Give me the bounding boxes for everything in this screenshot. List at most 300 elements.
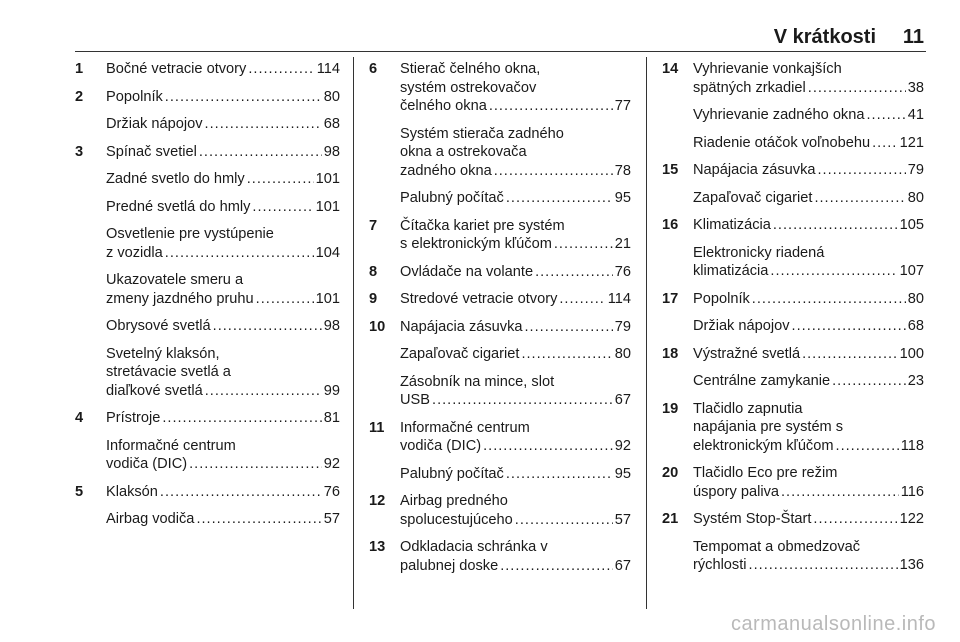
entry-label: Zadné svetlo do hmly — [106, 171, 245, 187]
dot-leader — [162, 409, 321, 428]
entry-last-line — [693, 216, 924, 235]
dot-leader — [213, 317, 322, 336]
item-number — [75, 510, 106, 529]
item-number — [662, 189, 693, 208]
entry-label: Tlačidlo Eco pre režim — [693, 465, 838, 481]
page-reference: 67 — [614, 392, 631, 408]
index-entry[interactable] — [75, 60, 340, 79]
page-reference: 38 — [907, 79, 924, 96]
entry-last-line — [106, 382, 340, 401]
page-reference: 105 — [899, 217, 924, 233]
entry-label: Palubný počítač — [400, 465, 504, 482]
entry-last-line — [106, 290, 340, 309]
entry-text — [693, 189, 924, 208]
entry-label: Popolník — [106, 88, 163, 105]
entry-last-line — [693, 372, 924, 391]
entry-label: Zásobník na mince, slot — [400, 373, 555, 390]
entry-last-line — [693, 510, 924, 529]
entry-label: Vyhrievanie zadného okna — [693, 107, 865, 123]
index-entry[interactable] — [369, 419, 631, 456]
entry-label: Palubný počítač — [400, 190, 504, 206]
index-entry[interactable] — [662, 244, 924, 281]
entry-label: Svetelný klaksón, — [106, 345, 220, 362]
entry-text — [400, 373, 631, 410]
index-entry[interactable] — [662, 372, 924, 391]
index-entry[interactable] — [369, 290, 631, 309]
entry-label: Obrysové svetlá — [106, 318, 211, 334]
item-number — [662, 244, 693, 281]
page-reference: 80 — [323, 88, 340, 105]
page-reference: 101 — [315, 171, 340, 187]
dot-leader — [808, 79, 906, 98]
page-reference: 23 — [907, 373, 924, 389]
index-entry[interactable] — [369, 125, 631, 181]
entry-text — [693, 161, 924, 180]
item-number: 12 — [369, 493, 386, 509]
entry-last-line — [106, 244, 340, 263]
dot-leader — [165, 88, 322, 107]
page-reference: 79 — [614, 318, 631, 335]
page-reference: 68 — [907, 318, 924, 334]
entry-label: Držiak nápojov — [106, 116, 203, 132]
item-number — [75, 170, 106, 189]
index-entry[interactable] — [662, 161, 924, 180]
item-number — [662, 372, 693, 391]
entry-last-line — [693, 556, 924, 575]
entry-last-line — [106, 115, 340, 134]
index-entry[interactable] — [75, 345, 340, 401]
dot-leader — [554, 235, 613, 254]
index-column-3 — [662, 60, 924, 584]
entry-label: úspory paliva — [693, 483, 779, 500]
dot-leader — [248, 60, 314, 79]
entry-last-line — [693, 290, 924, 309]
index-entry[interactable] — [662, 106, 924, 125]
page-reference: 80 — [907, 189, 924, 206]
dot-leader — [483, 437, 613, 456]
entry-last-line — [400, 465, 631, 484]
entry-label: Systém Stop-Štart — [693, 511, 812, 527]
entry-text — [693, 400, 924, 456]
dot-leader — [521, 345, 612, 364]
index-entry[interactable] — [662, 345, 924, 364]
index-entry[interactable] — [662, 510, 924, 529]
page-reference: 118 — [900, 437, 924, 454]
entry-label: Airbag predného — [400, 493, 508, 509]
item-number — [369, 373, 400, 410]
index-entry[interactable] — [662, 134, 924, 153]
page-reference: 101 — [315, 290, 340, 307]
column-divider — [353, 57, 354, 609]
page-reference: 77 — [614, 98, 631, 114]
entry-label: Klimatizácia — [693, 217, 771, 233]
entry-label: okna a ostrekovača — [400, 144, 527, 160]
item-number: 2 — [75, 88, 84, 105]
dot-leader — [814, 189, 905, 208]
entry-label: Systém stierača zadného — [400, 125, 564, 142]
dot-leader — [205, 115, 322, 134]
entry-text — [693, 290, 924, 309]
entry-label: Prístroje — [106, 410, 161, 426]
page-reference: 99 — [323, 382, 340, 399]
entry-text — [106, 317, 340, 336]
item-number: 4 — [75, 410, 84, 426]
entry-last-line — [106, 143, 340, 162]
page-reference: 80 — [614, 346, 631, 362]
index-entry[interactable] — [662, 60, 924, 97]
item-number — [75, 317, 106, 336]
index-entry[interactable] — [75, 483, 340, 502]
item-number: 11 — [369, 419, 385, 436]
dot-leader — [165, 244, 314, 263]
entry-last-line — [693, 262, 924, 281]
entry-text — [106, 225, 340, 262]
page-reference: 100 — [899, 345, 924, 362]
index-entry[interactable] — [369, 60, 631, 116]
page-reference: 92 — [614, 438, 631, 454]
entry-label: Airbag vodiča — [106, 511, 195, 527]
item-number: 6 — [369, 61, 378, 77]
index-entry[interactable] — [75, 409, 340, 428]
item-number — [75, 437, 106, 474]
index-entry[interactable] — [75, 510, 340, 529]
dot-leader — [813, 510, 897, 529]
page-reference: 95 — [614, 465, 631, 482]
index-entry[interactable] — [75, 115, 340, 134]
index-entry[interactable] — [369, 263, 631, 282]
index-entry[interactable] — [662, 400, 924, 456]
entry-last-line — [106, 198, 340, 217]
entry-label: Klaksón — [106, 483, 158, 500]
entry-label: Zapaľovač cigariet — [693, 189, 813, 206]
entry-text — [400, 60, 631, 116]
page-reference: 57 — [323, 511, 340, 527]
page-reference: 121 — [899, 134, 924, 151]
entry-last-line — [400, 263, 631, 282]
item-number: 10 — [369, 318, 386, 335]
index-entry[interactable] — [369, 318, 631, 337]
entry-last-line — [106, 88, 340, 107]
dot-leader — [489, 97, 613, 116]
index-entry[interactable] — [75, 198, 340, 217]
entry-last-line — [693, 106, 924, 125]
entry-label: Napájacia zásuvka — [400, 318, 523, 335]
page-reference: 76 — [614, 263, 631, 280]
entry-text — [693, 510, 924, 529]
entry-last-line — [693, 483, 924, 502]
entry-text — [400, 189, 631, 208]
index-entry[interactable] — [75, 143, 340, 162]
page-reference: 107 — [899, 263, 924, 279]
entry-label: Informačné centrum — [106, 437, 236, 454]
item-number: 18 — [662, 345, 679, 362]
entry-label: Ovládače na volante — [400, 263, 534, 280]
item-number — [75, 115, 106, 134]
index-entry[interactable] — [75, 88, 340, 107]
entry-label: spolucestujúceho — [400, 511, 513, 528]
entry-label: s elektronickým kľúčom — [400, 236, 552, 252]
watermark: carmanualsonline.info — [730, 613, 936, 635]
entry-label: napájania pre systém s — [693, 419, 844, 435]
entry-label: Ukazovatele smeru a — [106, 272, 244, 288]
index-entry[interactable] — [75, 271, 340, 308]
page-reference: 116 — [900, 483, 924, 500]
entry-text — [400, 345, 631, 364]
dot-leader — [770, 262, 897, 281]
item-number — [662, 317, 693, 336]
page-reference: 104 — [315, 244, 340, 261]
entry-text — [693, 216, 924, 235]
index-entry[interactable] — [75, 437, 340, 474]
entry-text — [693, 106, 924, 125]
entry-text — [693, 345, 924, 364]
entry-label: klimatizácia — [693, 263, 769, 279]
entry-text — [106, 60, 340, 79]
dot-leader — [189, 455, 322, 474]
entry-label: vodiča (DIC) — [106, 456, 188, 472]
item-number: 9 — [369, 291, 378, 307]
dot-leader — [781, 483, 899, 502]
entry-label: Odkladacia schránka v — [400, 539, 548, 555]
item-number: 19 — [662, 400, 679, 417]
entry-last-line — [693, 161, 924, 180]
entry-label: Zapaľovač cigariet — [400, 346, 520, 362]
item-number: 5 — [75, 483, 84, 500]
index-column-2 — [369, 60, 631, 584]
index-entry[interactable] — [369, 373, 631, 410]
page-reference: 79 — [907, 162, 924, 178]
entry-label: Stierač čelného okna, — [400, 61, 541, 77]
entry-text — [106, 409, 340, 428]
index-entry[interactable] — [662, 290, 924, 309]
item-number — [75, 345, 106, 401]
entry-last-line — [106, 317, 340, 336]
entry-last-line — [693, 134, 924, 153]
entry-last-line — [400, 97, 631, 116]
entry-last-line — [400, 162, 631, 181]
item-number: 13 — [369, 539, 386, 555]
index-entry[interactable] — [75, 170, 340, 189]
entry-text — [106, 88, 340, 107]
entry-label: Napájacia zásuvka — [693, 162, 816, 178]
dot-leader — [432, 391, 613, 410]
dot-leader — [535, 263, 613, 282]
dot-leader — [832, 372, 906, 391]
index-entry[interactable] — [369, 189, 631, 208]
dot-leader — [515, 511, 613, 530]
page-reference: 92 — [323, 456, 340, 472]
item-number: 16 — [662, 217, 679, 233]
entry-last-line — [693, 79, 924, 98]
entry-label: z vozidla — [106, 244, 163, 261]
entry-text — [106, 198, 340, 217]
dot-leader — [506, 189, 613, 208]
dot-leader — [559, 290, 605, 309]
page-reference: 114 — [607, 291, 631, 307]
entry-label: Spínač svetiel — [106, 143, 197, 160]
entry-label: Držiak nápojov — [693, 318, 790, 334]
entry-text — [693, 372, 924, 391]
entry-text — [400, 125, 631, 181]
entry-last-line — [106, 170, 340, 189]
page-reference: 80 — [907, 290, 924, 307]
index-entry[interactable] — [369, 465, 631, 484]
entry-text — [106, 345, 340, 401]
dot-leader — [525, 318, 613, 337]
item-number: 14 — [662, 61, 679, 77]
index-entry[interactable] — [369, 217, 631, 254]
index-entry[interactable] — [369, 492, 631, 529]
dot-leader — [196, 510, 321, 529]
page-reference: 57 — [614, 511, 631, 528]
entry-last-line — [400, 290, 631, 309]
entry-label: diaľkové svetlá — [106, 382, 203, 399]
item-number: 21 — [662, 511, 679, 527]
item-number: 17 — [662, 290, 679, 307]
index-column-1 — [75, 60, 340, 538]
dot-leader — [199, 143, 322, 162]
index-entry[interactable] — [662, 317, 924, 336]
entry-last-line — [693, 345, 924, 364]
entry-text — [693, 317, 924, 336]
entry-label: zmeny jazdného pruhu — [106, 290, 254, 307]
entry-label: vodiča (DIC) — [400, 438, 482, 454]
entry-text — [400, 465, 631, 484]
page-reference: 81 — [323, 410, 340, 426]
item-number — [369, 465, 400, 484]
entry-text — [400, 492, 631, 529]
dot-leader — [500, 557, 613, 576]
page-reference: 95 — [614, 190, 631, 206]
page-reference: 67 — [614, 557, 631, 574]
page-reference: 68 — [323, 116, 340, 132]
entry-label: Stredové vetracie otvory — [400, 291, 558, 307]
dot-leader — [866, 106, 905, 125]
entry-label: Tempomat a obmedzovač — [693, 538, 861, 555]
entry-text — [106, 271, 340, 308]
entry-label: Čítačka kariet pre systém — [400, 217, 565, 234]
entry-last-line — [693, 437, 924, 456]
entry-text — [400, 263, 631, 282]
dot-leader — [205, 382, 322, 401]
entry-last-line — [106, 483, 340, 502]
entry-label: Elektronicky riadená — [693, 244, 825, 261]
index-entry[interactable] — [369, 345, 631, 364]
entry-text — [400, 419, 631, 456]
page-reference: 76 — [323, 483, 340, 500]
page-reference: 41 — [907, 107, 924, 123]
entry-text — [693, 60, 924, 97]
index-entry[interactable] — [369, 538, 631, 575]
entry-last-line — [693, 317, 924, 336]
entry-last-line — [106, 455, 340, 474]
section-title: V krátkosti — [773, 26, 876, 48]
entry-label: Centrálne zamykanie — [693, 373, 831, 389]
page-reference: 98 — [323, 143, 340, 160]
index-entry[interactable] — [662, 538, 924, 575]
index-entry[interactable] — [75, 225, 340, 262]
entry-last-line — [400, 391, 631, 410]
entry-label: Bočné vetracie otvory — [106, 61, 247, 77]
item-number: 3 — [75, 143, 84, 160]
dot-leader — [752, 290, 906, 309]
index-entry[interactable] — [662, 189, 924, 208]
entry-label: Tlačidlo zapnutia — [693, 400, 803, 417]
entry-label: Riadenie otáčok voľnobehu — [693, 134, 871, 151]
entry-label: palubnej doske — [400, 557, 499, 574]
entry-label: Osvetlenie pre vystúpenie — [106, 226, 274, 242]
entry-last-line — [400, 235, 631, 254]
dot-leader — [494, 162, 613, 181]
entry-last-line — [106, 409, 340, 428]
entry-label: spätných zrkadiel — [693, 79, 806, 96]
dot-leader — [836, 437, 899, 456]
entry-label: stretávacie svetlá a — [106, 364, 231, 380]
item-number — [662, 538, 693, 575]
entry-text — [400, 318, 631, 337]
entry-last-line — [400, 318, 631, 337]
entry-last-line — [106, 510, 340, 529]
entry-label: zadného okna — [400, 162, 492, 179]
entry-label: systém ostrekovačov — [400, 79, 537, 96]
item-number — [662, 106, 693, 125]
entry-text — [693, 134, 924, 153]
page-reference: 101 — [315, 198, 340, 215]
entry-last-line — [400, 345, 631, 364]
entry-label: Predné svetlá do hmly — [106, 198, 251, 215]
item-number: 1 — [75, 61, 84, 77]
entry-text — [106, 143, 340, 162]
column-divider — [646, 57, 647, 609]
entry-last-line — [693, 189, 924, 208]
page-reference: 98 — [323, 318, 340, 334]
index-entry[interactable] — [662, 464, 924, 501]
entry-text — [106, 437, 340, 474]
item-number — [369, 189, 400, 208]
index-entry[interactable] — [662, 216, 924, 235]
item-number — [75, 198, 106, 217]
entry-text — [693, 244, 924, 281]
page-reference: 78 — [614, 162, 631, 179]
dot-leader — [773, 216, 898, 235]
dot-leader — [872, 134, 898, 153]
entry-text — [106, 170, 340, 189]
entry-text — [400, 290, 631, 309]
item-number — [369, 345, 400, 364]
entry-last-line — [106, 60, 340, 79]
item-number — [75, 271, 106, 308]
dot-leader — [802, 345, 898, 364]
entry-text — [106, 483, 340, 502]
entry-label: USB — [400, 392, 431, 408]
entry-label: rýchlosti — [693, 557, 747, 573]
page-reference: 136 — [899, 557, 924, 573]
page-reference: 122 — [899, 511, 924, 527]
index-entry[interactable] — [75, 317, 340, 336]
page-header — [0, 0, 960, 52]
page-reference: 114 — [316, 61, 340, 77]
dot-leader — [818, 161, 906, 180]
dot-leader — [160, 483, 322, 502]
entry-last-line — [400, 511, 631, 530]
dot-leader — [256, 290, 314, 309]
item-number — [662, 134, 693, 153]
header-rule — [75, 51, 926, 52]
entry-label: Výstražné svetlá — [693, 345, 801, 362]
entry-text — [693, 464, 924, 501]
entry-label: Popolník — [693, 290, 750, 307]
item-number: 15 — [662, 162, 679, 178]
